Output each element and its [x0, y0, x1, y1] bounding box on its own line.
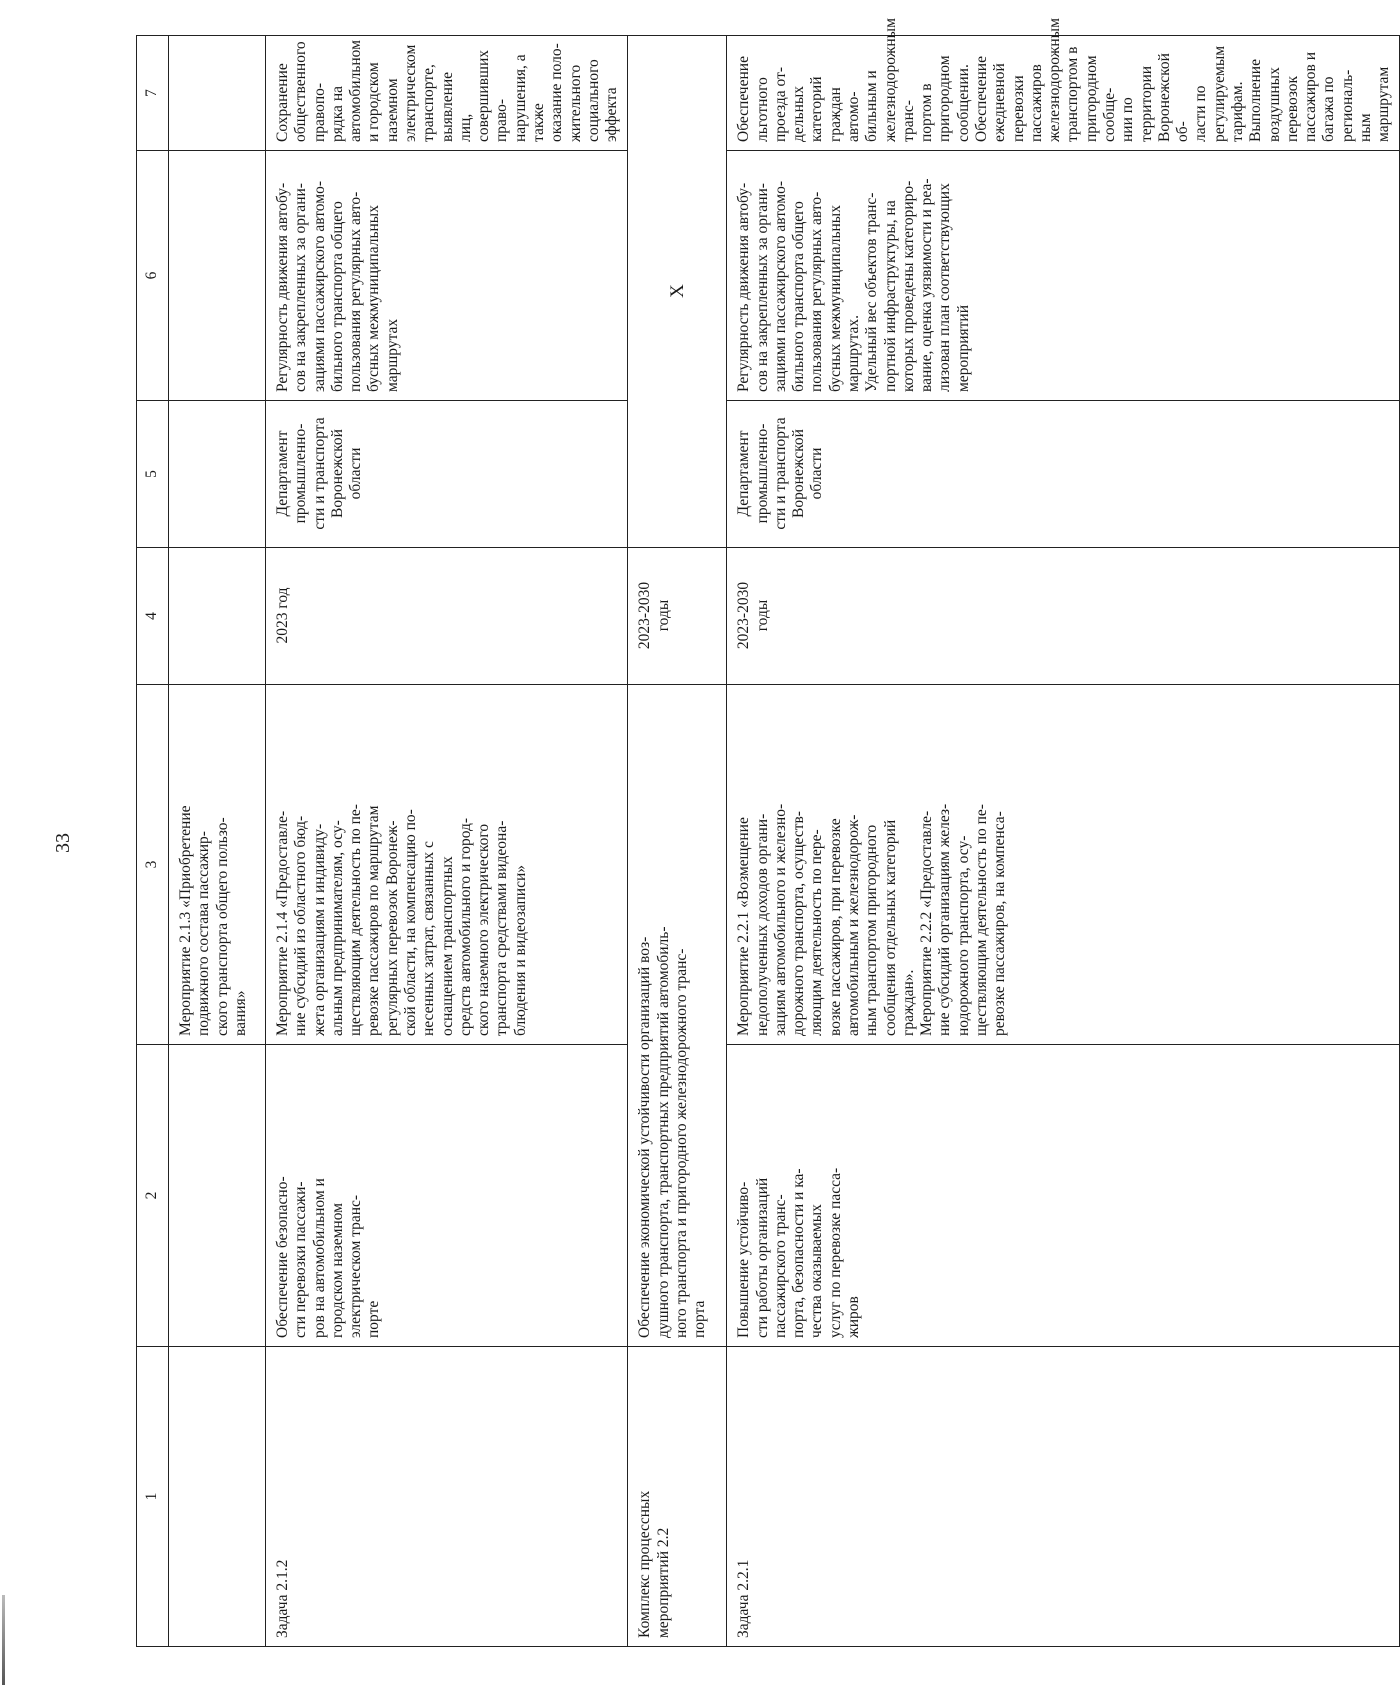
period-cell	[628, 548, 727, 685]
cell-text-line: жета организациям и индивиду-	[310, 823, 328, 1036]
cell-text-line: транспорта средствами видеона-	[493, 820, 511, 1036]
measure-cell	[727, 685, 1400, 1045]
column-header-4: 4	[137, 548, 169, 685]
cell-text-line: сти и транспорта	[771, 417, 789, 530]
cell-text-line: ние субсидий из областного бюд-	[292, 815, 310, 1036]
cell-text-line: Сохранение общественного правопо-	[274, 41, 328, 142]
cell-text-line: Обеспечение экономической устойчивости организаций воз-	[636, 936, 654, 1338]
not-applicable-cell	[628, 36, 727, 548]
cell-text-line: зациями пассажирского автомо-	[310, 181, 328, 392]
cell-text-line: Регулярность движения автобу-	[274, 182, 291, 392]
executor-cell	[727, 401, 1400, 548]
scan-edge-mark	[2, 1595, 5, 1685]
cell-text-line: жительного социального эффекта	[566, 59, 621, 142]
page-number: 33	[52, 833, 74, 853]
cell-text-line: городском наземном	[328, 1203, 346, 1338]
table-cell	[169, 36, 266, 151]
cell-text-line: рядка на автомобильном и городском	[328, 40, 383, 142]
task-name-cell	[727, 1045, 1400, 1347]
cell-text-line: лизован план соответствующих	[936, 183, 954, 392]
cell-text-line: ского наземного электрического	[475, 823, 493, 1036]
cell-text-line: сообщения отдельных категорий	[881, 819, 899, 1036]
cell-text-line: сти и транспорта	[310, 417, 328, 530]
result-cell	[727, 18, 1400, 151]
cell-text-line: Мероприятие 2.2.1 «Возмещение	[735, 817, 753, 1036]
cell-text-line: вание, оценка уязвимости и реа-	[918, 178, 936, 392]
indicator-cell	[266, 151, 628, 401]
cell-text-line: сти работы организаций	[753, 1177, 771, 1338]
measures-table	[136, 18, 1400, 1647]
cell-text-line: ревозке пассажиров по маршрутам	[365, 805, 383, 1036]
column-header-7: 7	[137, 36, 169, 151]
cell-text-line: пассажирского транс-	[771, 1194, 789, 1338]
result-cell	[266, 36, 628, 151]
cell-text-line: автомобильным и железнодорож-	[845, 814, 863, 1036]
measure-cell	[266, 685, 628, 1045]
cell-text-line: годы	[654, 599, 672, 632]
cell-text-line: X	[667, 284, 689, 298]
cell-text-line: промышленно-	[292, 423, 310, 524]
cell-text-line: Мероприятие 2.2.2 «Предоставле-	[918, 810, 936, 1036]
cell-text-line: порта	[691, 1300, 709, 1338]
column-header-5: 5	[137, 401, 169, 548]
table-cell	[169, 1347, 266, 1647]
cell-text-line: Обеспечение ежедневной перевозки	[973, 56, 1027, 142]
cell-text-line: ласти по регулируемым тарифам.	[1192, 45, 1246, 142]
cell-text-line: Обеспечение безопасно-	[274, 1176, 291, 1338]
cell-text-line: Задача 2.1.2	[274, 1559, 291, 1638]
cell-text-line: блюдения и видеозаписи»	[511, 865, 529, 1036]
cell-text-line: регулярных перевозок Воронеж-	[383, 820, 401, 1036]
task-name-cell	[266, 1045, 628, 1347]
cell-text-line: 2023-2030	[735, 581, 753, 650]
task-id-cell	[727, 1347, 1400, 1647]
cell-text-line: несенных затрат, связанных с	[420, 841, 438, 1036]
table-row	[169, 36, 266, 1647]
table-row	[266, 36, 628, 1647]
cell-text-line: ляющим деятельность по пере-	[808, 829, 826, 1036]
cell-text-line: Повышение устойчиво-	[735, 1181, 753, 1338]
cell-text-line: маршрутах	[383, 318, 401, 392]
cell-text-line: бильным и железнодорожным транс-	[863, 18, 917, 142]
cell-text-line: ного транспорта и пригородного железнодорожного транс-	[672, 948, 690, 1338]
cell-text-line: пользования регулярных авто-	[808, 191, 826, 392]
indicator-cell	[727, 151, 1400, 401]
cell-text-line: ществляющим деятельность по пе-	[347, 804, 365, 1036]
cell-text-line: Мероприятие 2.1.3 «Приобретение	[177, 805, 194, 1036]
cell-text-line: Задача 2.2.1	[735, 1559, 753, 1638]
cell-text-line: услуг по перевозке пасса-	[826, 1167, 844, 1338]
cell-text-line: средств автомобильного и город-	[456, 817, 474, 1036]
cell-text-line: области	[347, 447, 365, 500]
column-header-3: 3	[137, 685, 169, 1045]
cell-text-line: Мероприятие 2.1.4 «Предоставле-	[274, 810, 291, 1036]
table-row	[727, 36, 1400, 1647]
cell-text-line: сов на закрепленных за органи-	[753, 183, 771, 392]
column-header-1: 1	[137, 1347, 169, 1647]
cell-text-line: Удельный вес объектов транс-	[863, 192, 881, 392]
complex-id-cell	[628, 1347, 727, 1647]
cell-text-line: которых проведены категориро-	[899, 180, 917, 392]
cell-text-line: сти перевозки пассажи-	[292, 1181, 310, 1338]
table-row	[628, 36, 727, 1647]
cell-text-line: бильного транспорта общего	[328, 201, 346, 392]
cell-text-line: ным маршрутам	[1356, 66, 1393, 142]
period-cell	[727, 548, 1400, 685]
cell-text-line: оснащением транспортных	[438, 856, 456, 1036]
cell-text-line: пользования регулярных авто-	[347, 191, 365, 392]
cell-text-line: наземном электрическом транспорте,	[383, 44, 438, 142]
cell-text-line: Комплекс процессных	[636, 1490, 654, 1638]
cell-text-line: пассажиров железнодорожным	[1027, 18, 1064, 142]
column-header-2: 2	[137, 1045, 169, 1347]
cell-text-line: промышленно-	[753, 423, 771, 524]
cell-text-line: 2023 год	[274, 587, 291, 644]
cell-text-line: недополученных доходов органи-	[753, 813, 771, 1036]
cell-text-line: бусных межмуниципальных	[826, 205, 844, 392]
cell-text-line: бильного транспорта общего	[790, 201, 808, 392]
cell-text-line: зациями пассажирского автомо-	[771, 181, 789, 392]
column-header-6: 6	[137, 151, 169, 401]
cell-text-line: жиров	[845, 1296, 863, 1338]
cell-text-line: дорожного транспорта, осуществ-	[790, 811, 808, 1036]
cell-text-line: Регулярность движения автобу-	[735, 182, 753, 392]
cell-text-line: бусных межмуниципальных	[365, 205, 383, 392]
table-cell	[169, 151, 266, 401]
table-cell	[169, 1045, 266, 1347]
period-cell	[266, 548, 628, 685]
executor-cell	[266, 401, 628, 548]
cell-text-line: ревозке пассажиров, на компенса-	[991, 811, 1009, 1036]
cell-text-line: электрическом транс-	[347, 1194, 365, 1338]
cell-text-line: ществляющим деятельность по пе-	[973, 804, 990, 1036]
cell-text-line: чества оказываемых	[808, 1204, 826, 1338]
cell-text-line: ние субсидий организациям желез-	[936, 803, 954, 1036]
cell-text-line: душного транспорта, транспортных предприятий автомобиль-	[654, 926, 672, 1338]
table-cell	[169, 685, 266, 1045]
cell-text-line: ров на автомобильном и	[310, 1178, 328, 1338]
cell-text-line: пассажиров и багажа по региональ-	[1302, 52, 1356, 142]
cell-text-line: маршрутах.	[845, 314, 863, 392]
cell-text-line: нии по территории Воронежской об-	[1119, 53, 1192, 142]
cell-text-line: порте	[365, 1300, 383, 1338]
cell-text-line: области	[808, 447, 826, 500]
cell-text-line: мероприятий 2.2	[654, 1527, 672, 1638]
cell-text-line: Воронежской	[328, 429, 346, 518]
cell-text-line: порта, безопасности и ка-	[790, 1168, 808, 1338]
cell-text-line: подвижного состава пассажир-	[195, 831, 213, 1036]
table-header-row	[137, 36, 169, 1647]
cell-text-line: возке пассажиров, при перевозке	[826, 818, 844, 1036]
cell-text-line: портной инфраструктуры, на	[881, 200, 899, 392]
complex-name-cell	[628, 685, 727, 1347]
cell-text-line: вания»	[231, 990, 249, 1036]
cell-text-line: дельных категорий граждан автомо-	[790, 76, 863, 142]
cell-text-line: граждан».	[899, 969, 917, 1036]
cell-text-line: Департамент	[274, 430, 291, 517]
cell-text-line: Департамент	[735, 430, 753, 517]
cell-text-line: зациям автомобильного и железно-	[771, 803, 789, 1036]
task-id-cell	[266, 1347, 628, 1647]
cell-text-line: ской области, на компенсацию по-	[401, 809, 419, 1036]
cell-text-line: Выполнение воздушных перевозок	[1247, 59, 1301, 142]
cell-text-line: портом в пригородном сообщении.	[918, 55, 972, 142]
cell-text-line: выявление лиц, совершивших право-	[438, 49, 511, 142]
cell-text-line: ным транспортом пригородного	[863, 824, 881, 1036]
table-cell	[169, 401, 266, 548]
cell-text-line: Воронежской	[790, 429, 808, 518]
cell-text-line: Обеспечение льготного проезда от-	[735, 56, 789, 142]
cell-text-line: мероприятий	[954, 304, 972, 392]
cell-text-line: сов на закрепленных за органи-	[292, 183, 310, 392]
measures-table-frame	[136, 18, 1393, 1647]
cell-text-line: ского транспорта общего пользо-	[213, 817, 231, 1036]
table-cell	[169, 548, 266, 685]
cell-text-line: нодорожного транспорта, осу-	[954, 835, 972, 1036]
cell-text-line: 2023-2030	[636, 581, 654, 650]
cell-text-line: альным предпринимателям, осу-	[328, 820, 346, 1036]
cell-text-line: годы	[753, 599, 771, 632]
cell-text-line: нарушения, а также оказание поло-	[511, 43, 566, 142]
cell-text-line: транспортом в пригородном сообще-	[1064, 46, 1118, 142]
